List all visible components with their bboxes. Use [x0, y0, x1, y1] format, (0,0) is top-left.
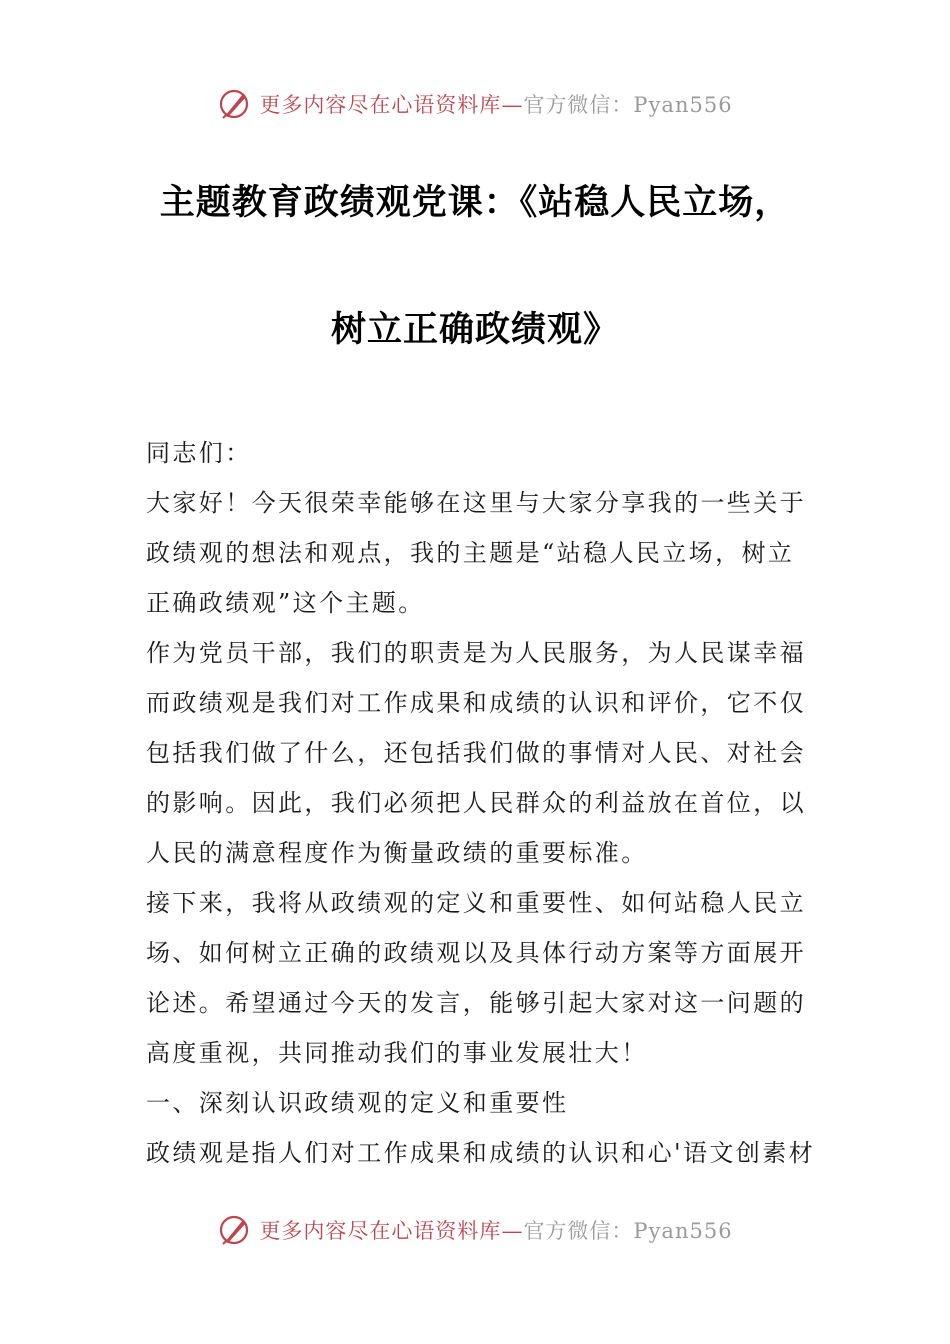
- body-line: 高度重视，共同推动我们的事业发展壮大！: [146, 1039, 648, 1067]
- document-title-line-2: 树立正确政绩观》: [330, 310, 619, 350]
- header-watermark: [0, 84, 950, 124]
- quill-pen-in-circle-icon: [217, 1212, 253, 1248]
- watermark-wechat: 官方微信：Pyan556: [523, 93, 733, 117]
- document-title-line-1: 主题教育政绩观党课：《站稳人民立场，: [159, 183, 791, 223]
- body-line: 场、如何树立正确的政绩观以及具体行动方案等方面展开: [146, 939, 806, 967]
- body-line: 接下来，我将从政绩观的定义和重要性、如何站稳人民立: [146, 889, 806, 917]
- body-line: 论述。希望通过今天的发言，能够引起大家对这一问题的: [146, 989, 806, 1017]
- quill-pen-in-circle-icon: [217, 86, 253, 122]
- watermark-wechat: 官方微信：Pyan556: [523, 1219, 733, 1243]
- document-body: [146, 428, 815, 1178]
- body-line: 人民的满意程度作为衡量政绩的重要标准。: [146, 839, 648, 867]
- body-line: 同志们：: [146, 439, 252, 467]
- body-line: 政绩观的想法和观点，我的主题是“站稳人民立场，树立: [146, 539, 795, 567]
- body-line: 包括我们做了什么，还包括我们做的事情对人民、对社会: [146, 739, 806, 767]
- body-line: 大家好！今天很荣幸能够在这里与大家分享我的一些关于: [146, 489, 806, 517]
- body-line: 的影响。因此，我们必须把人民群众的利益放在首位，以: [146, 789, 806, 817]
- body-line: 政绩观是指人们对工作成果和成绩的认识和心'语文创素材: [146, 1139, 815, 1167]
- watermark-dash: —: [501, 93, 524, 117]
- footer-watermark: [0, 1210, 950, 1250]
- body-line: 而政绩观是我们对工作成果和成绩的认识和评价，它不仅: [146, 689, 806, 717]
- body-line: 正确政绩观”这个主题。: [146, 589, 425, 617]
- body-line: 作为党员干部，我们的职责是为人民服务，为人民谋幸福: [146, 639, 806, 667]
- watermark-dash: —: [501, 1219, 524, 1243]
- section-heading: 一、深刻认识政绩观的定义和重要性: [146, 1089, 569, 1117]
- watermark-site: 更多内容尽在心语资料库: [259, 1219, 502, 1243]
- watermark-site: 更多内容尽在心语资料库: [259, 93, 502, 117]
